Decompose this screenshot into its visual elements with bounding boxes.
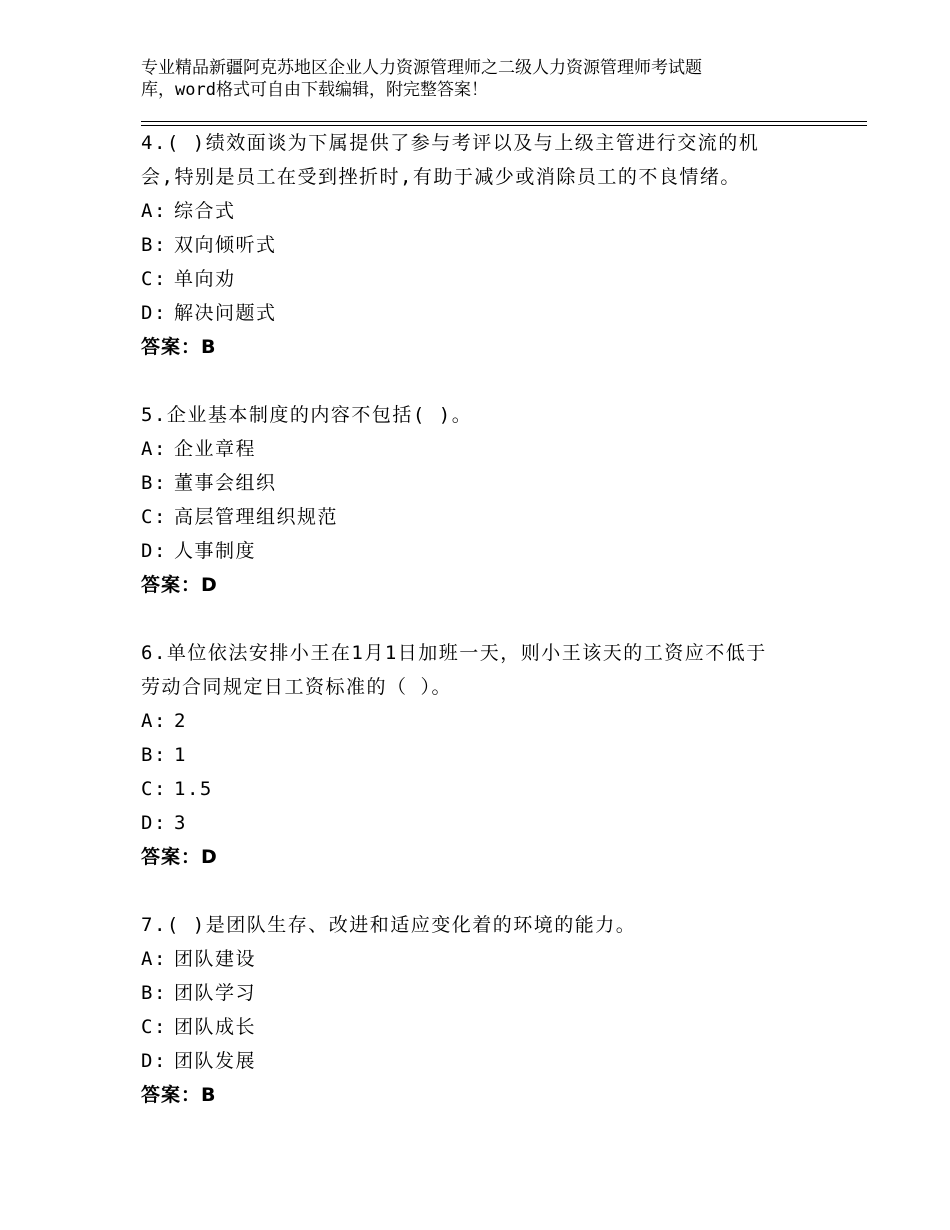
option-b (141, 228, 841, 262)
question-4 (141, 126, 841, 364)
header-title-line-1: 专业精品新疆阿克苏地区企业人力资源管理师之二级人力资源管理师考试题 (141, 58, 702, 78)
option-a (141, 942, 841, 976)
option-key: B: (141, 982, 167, 1004)
option-text: 2 (174, 710, 187, 732)
option-key: C: (141, 506, 167, 528)
option-a (141, 432, 841, 466)
option-text: 董事会组织 (174, 472, 277, 494)
option-text: 团队成长 (174, 1016, 257, 1038)
option-d (141, 296, 841, 330)
option-d (141, 534, 841, 568)
question-6 (141, 636, 841, 874)
question-list (141, 126, 841, 1146)
option-text: 团队学习 (174, 982, 257, 1004)
option-key: D: (141, 302, 167, 324)
question-7 (141, 908, 841, 1112)
option-text: 1.5 (174, 778, 213, 800)
option-key: A: (141, 200, 167, 222)
option-text: 单向劝 (174, 268, 236, 290)
option-text: 解决问题式 (174, 302, 277, 324)
answer-label: 答案：B (141, 1084, 217, 1106)
question-5 (141, 398, 841, 602)
option-key: C: (141, 268, 167, 290)
question-text: 5.企业基本制度的内容不包括( )。 (141, 404, 473, 426)
question-text: 4.( )绩效面谈为下属提供了参与考评以及与上级主管进行交流的机 (141, 132, 760, 154)
answer-label: 答案：D (141, 574, 218, 596)
option-text: 团队发展 (174, 1050, 257, 1072)
option-key: A: (141, 948, 167, 970)
header-title-line-2: 库，word格式可自由下载编辑，附完整答案！ (141, 80, 488, 100)
option-c (141, 262, 841, 296)
option-key: C: (141, 1016, 167, 1038)
option-a (141, 194, 841, 228)
option-text: 1 (174, 744, 187, 766)
option-d (141, 806, 841, 840)
option-key: D: (141, 812, 167, 834)
question-text: 7.( )是团队生存、改进和适应变化着的环境的能力。 (141, 914, 637, 936)
option-text: 高层管理组织规范 (174, 506, 339, 528)
option-b (141, 976, 841, 1010)
answer-label: 答案：B (141, 336, 217, 358)
option-key: D: (141, 1050, 167, 1072)
option-key: B: (141, 744, 167, 766)
option-c (141, 500, 841, 534)
option-b (141, 738, 841, 772)
option-key: C: (141, 778, 167, 800)
option-text: 综合式 (174, 200, 236, 222)
question-text: 劳动合同规定日工资标准的（ ）。 (141, 676, 452, 698)
option-key: B: (141, 472, 167, 494)
option-text: 企业章程 (174, 438, 257, 460)
question-text: 会,特别是员工在受到挫折时,有助于减少或消除员工的不良情绪。 (141, 166, 741, 188)
option-text: 双向倾听式 (174, 234, 277, 256)
option-key: A: (141, 438, 167, 460)
question-text: 6.单位依法安排小王在1月1日加班一天，则小王该天的工资应不低于 (141, 642, 767, 664)
answer-label: 答案：D (141, 846, 218, 868)
option-key: D: (141, 540, 167, 562)
document-header (141, 57, 781, 101)
option-key: A: (141, 710, 167, 732)
option-key: B: (141, 234, 167, 256)
option-text: 团队建设 (174, 948, 257, 970)
option-c (141, 772, 841, 806)
option-a (141, 704, 841, 738)
option-d (141, 1044, 841, 1078)
option-b (141, 466, 841, 500)
option-text: 人事制度 (174, 540, 257, 562)
option-c (141, 1010, 841, 1044)
option-text: 3 (174, 812, 187, 834)
